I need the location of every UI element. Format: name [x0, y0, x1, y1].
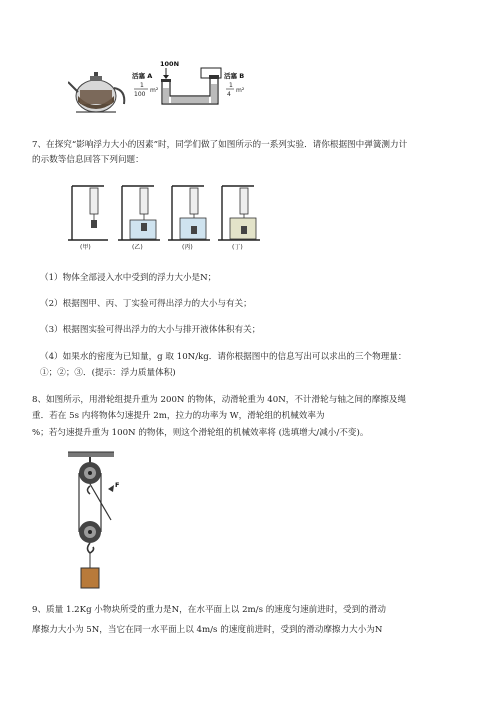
svg-text:4: 4 [227, 91, 231, 98]
svg-text:m²: m² [236, 87, 245, 94]
setup-jia [68, 186, 108, 250]
q7-part2: （2）根据图甲、丙、丁实验可得出浮力的大小与有关； [40, 299, 252, 309]
force-label: F [115, 481, 120, 489]
q7-part1: （1）物体全部浸入水中受到的浮力大小是N； [40, 273, 217, 283]
q7-stem-line2: 的示数等信息回答下列问题： [32, 155, 144, 165]
load-block [81, 568, 99, 588]
svg-text:100: 100 [134, 91, 146, 98]
fig-label-yi: (乙) [132, 244, 143, 250]
hydraulic-press-illustration [132, 60, 245, 104]
setup-bing [168, 186, 210, 250]
q7-part4-answers: ①；②；③．(提示：浮力质量体积) [40, 368, 176, 378]
q8-line1: 8、如图所示，用滑轮组提升重为 200N 的物体，动滑轮重为 40N，不计滑轮与轴之间的摩擦及绳 [32, 395, 407, 405]
q8-line3: %；若匀速提升重为 100N 的物体，则这个滑轮组的机械效率将 (选填增大/减小/不变)。 [32, 428, 369, 438]
svg-text:1: 1 [229, 82, 233, 89]
setup-yi [118, 186, 160, 250]
q7-part3: （3）根据图实验可得出浮力的大小与排开液体体积有关； [40, 325, 261, 335]
q9-line1: 9、质量 1.2Kg 小物块所受的重力是N，在水平面上以 2m/s 的速度匀速前进时，受到的滑动 [32, 605, 387, 615]
top-weight-label: 100N [160, 60, 180, 68]
teapot-illustration [68, 72, 124, 112]
q8-line2: 重．若在 5s 内将物体匀速提升 2m，拉力的功率为 W，滑轮组的机械效率为 [32, 411, 325, 421]
q7-stem-line1: 7、在探究“影响浮力大小的因素”时，同学们做了如图所示的一系列实验．请你根据图中弹簧测力计 [32, 140, 408, 150]
fig-label-jia: (甲) [80, 244, 91, 250]
svg-text:1: 1 [140, 82, 144, 89]
top-figure [68, 58, 248, 118]
fig-label-ding: (丁) [232, 244, 243, 250]
setup-ding [218, 186, 260, 250]
pulley-figure [68, 450, 128, 592]
q7-figure [68, 180, 268, 250]
fig-label-bing: (丙) [182, 244, 193, 250]
q9-line2: 摩擦力大小为 5N，当它在同一水平面上以 4m/s 的速度前进时，受到的滑动摩擦力大小为N [32, 625, 383, 635]
q7-part4: （4）如果水的密度为已知量，g 取 10N/kg．请你根据图中的信息写出可以求出的三个物理量： [40, 352, 407, 362]
ceiling-beam [68, 452, 114, 457]
piston-b-label: 活塞 B [224, 72, 245, 80]
piston-a-label: 活塞 A [132, 72, 153, 80]
hook [88, 543, 94, 553]
svg-text:m²: m² [150, 87, 159, 94]
